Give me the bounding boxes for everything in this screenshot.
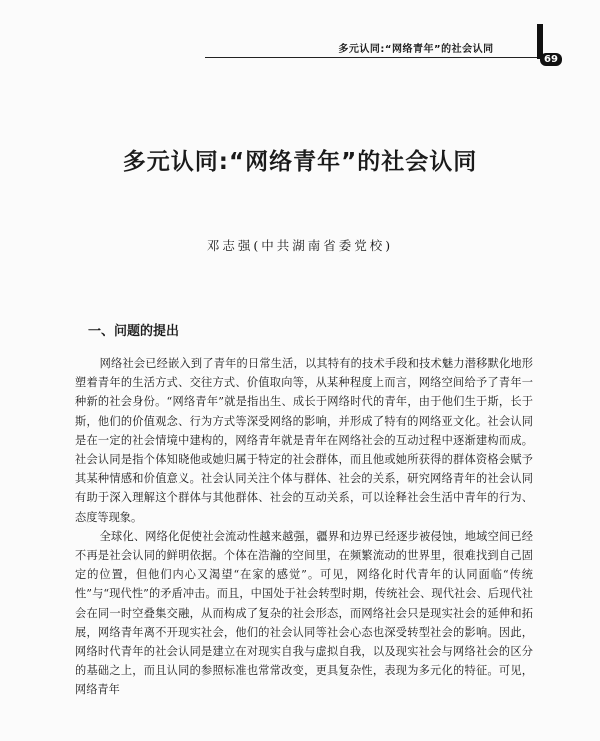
running-head: 多元认同:“网络青年”的社会认同 — [338, 44, 494, 55]
page-number: 69 — [540, 53, 562, 66]
author-line: 邓志强(中共湖南省委党校) — [206, 238, 394, 253]
article-title: 多元认同:“网络青年”的社会认同 — [122, 149, 478, 175]
body-text — [75, 354, 533, 700]
section-heading: 一、问题的提出 — [88, 324, 180, 339]
paragraph: 全球化、网络化促使社会流动性越来越强，疆界和边界已经逐步被侵蚀，地域空间已经不再是社会认同的鲜明依据。个体在浩瀚的空间里，在频繁流动的世界里，很难找到自己固定的位置，但他们内心又渴望“在家的感觉”。可见，网络化时代青年的认同面临“传统性”与“现代性”的矛盾冲击。而且，中国处于社会转型时期，传统社会、现代社会、后现代社会在同一时空叠集交融，从而构成了复杂的社会形态，而网络社会只是现实社会的延伸和拓展，网络青年离不开现实社会，他们的社会认同等社会心态也深受转型社会的影响。因此，网络时代青年的社会认同是建立在对现实自我与虚拟自我，以及现实社会与网络社会的区分的基础之上，而且认同的参照标准也常常改变，更具复杂性，表现为多元化的特征。可见，网络青年 — [75, 529, 533, 697]
header-rule — [205, 57, 541, 58]
paragraph: 网络社会已经嵌入到了青年的日常生活，以其特有的技术手段和技术魅力潜移默化地形塑着青年的生活方式、交往方式、价值取向等，从某种程度上而言，网络空间给予了青年一种新的社会身份。“网络青年”就是指出生、成长于网络时代的青年，由于他们生于斯，长于斯，他们的价值观念、行为方式等深受网络的影响，并形成了特有的网络亚文化。社会认同是在一定的社会情境中建构的，网络青年就是青年在网络社会的互动过程中逐渐建构而成。社会认同是指个体知晓他或她归属于特定的社会群体，而且他或她所获得的群体资格会赋予其某种情感和价值意义。社会认同关注个体与群体、社会的关系，研究网络青年的社会认同有助于深入理解这个群体与其他群体、社会的互动关系，可以诠释社会生活中青年的行为、态度等现象。 — [75, 357, 533, 524]
